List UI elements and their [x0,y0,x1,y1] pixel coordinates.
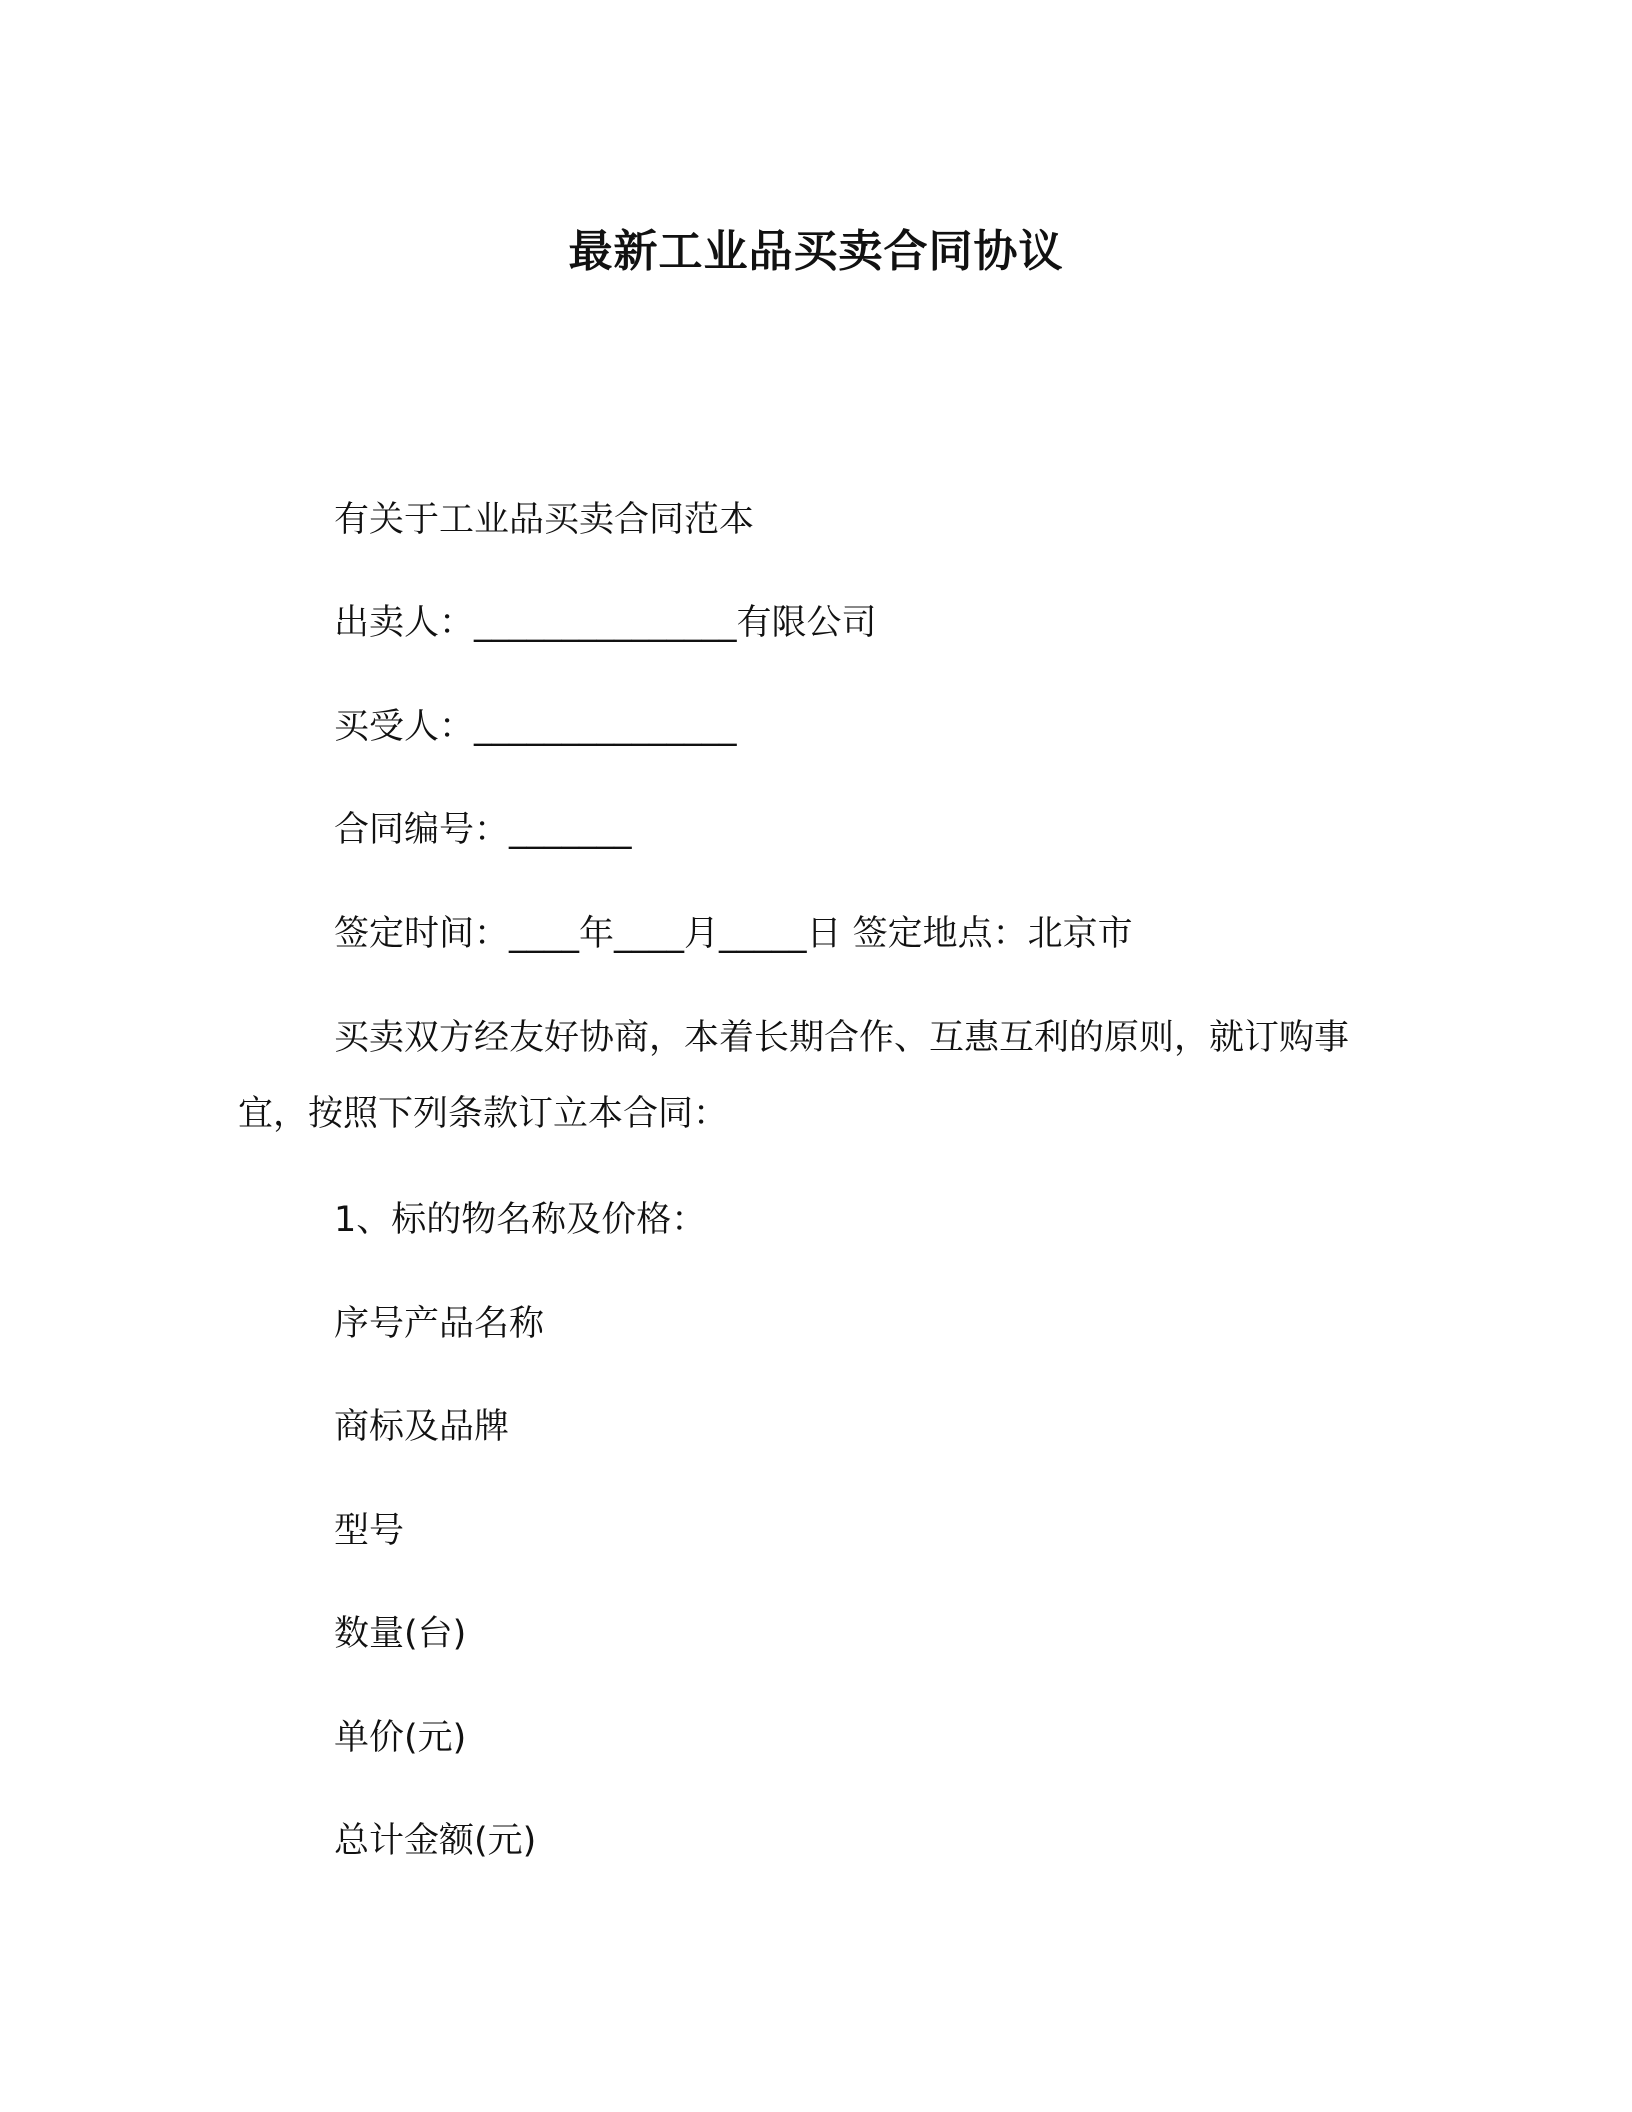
buyer-line: 买受人：_______________ [334,707,737,747]
table-header-serial-product: 序号产品名称 [334,1304,545,1344]
seller-line: 出卖人：_______________有限公司 [334,603,877,643]
document-title: 最新工业品买卖合同协议 [568,226,1064,277]
document-subtitle: 有关于工业品买卖合同范本 [334,500,755,540]
table-header-total-amount: 总计金额(元) [334,1821,537,1861]
table-header-unit-price: 单价(元) [334,1718,467,1758]
intro-paragraph: 买卖双方经友好协商，本着长期合作、互惠互利的原则，就订购事宜，按照下列条款订立本合同： [238,1018,1350,1134]
section-1-heading: 1、标的物名称及价格： [334,1200,707,1240]
table-header-brand: 商标及品牌 [334,1407,510,1447]
contract-number-line: 合同编号：_______ [334,810,632,850]
table-header-quantity: 数量(台) [334,1614,467,1654]
signing-info-line: 签定时间：____年____月_____日 签定地点：北京市 [334,914,1133,954]
table-header-model: 型号 [334,1511,405,1551]
